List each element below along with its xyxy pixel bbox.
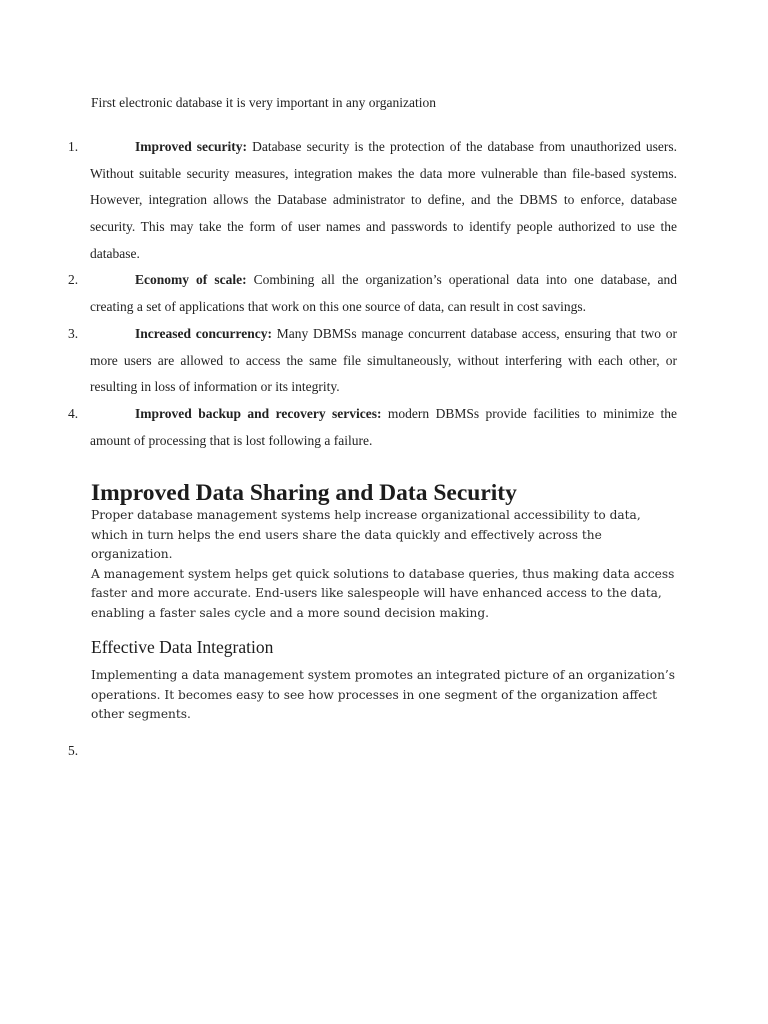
section-heading-data-integration: Effective Data Integration [91,637,274,657]
list-item-text [90,267,677,320]
section-paragraph: Implementing a data management system promotes an integrated picture of an organization’s operations. It becomes easy to see how processes in one segment of the organization affect other segments. [91,668,676,722]
list-item-increased-concurrency [68,321,677,401]
list-item-improved-security [68,134,677,268]
section-heading-data-sharing: Improved Data Sharing and Data Security [91,480,517,506]
list-item-body: Combining all the organization’s operational data into one database, and creating a set of applications that work on this one source of data, can result in cost savings. [90,272,677,314]
list-item-title: Improved backup and recovery services: [135,406,382,421]
section-body-data-integration [91,666,681,725]
list-item-title: Economy of scale: [135,272,247,287]
list-item-body: Many DBMSs manage concurrent database access, ensuring that two or more users are allowed to access the same file simultaneously, without interfering with each other, or resulting in loss of information or its integrity. [90,326,677,395]
list-item-title: Improved security: [135,139,248,154]
list-item-body: Database security is the protection of the database from unauthorized users. Without suitable security measures, integration makes the data more vulnerable than file-based systems. However, integration allows the Database administrator to define, and the DBMS to enforce, database security. This may take the form of user names and passwords to identify people authorized to use the database. [90,139,677,261]
list-item-text [90,321,677,401]
list-number: 2. [68,272,79,287]
section-paragraph: A management system helps get quick solutions to database queries, thus making data access faster and more accurate. End-users like salespeople will have enhanced access to the data, enabling a faster sales cycle and a more sound decision making. [91,566,675,620]
list-number: 1. [68,139,79,154]
list-item-body: modern DBMSs provide facilities to minimize the amount of processing that is lost following a failure. [90,406,677,448]
list-item-text [90,401,677,454]
section-paragraph: Proper database management systems help increase organizational accessibility to data, which in turn helps the end users share the data quickly and effectively across the organization. [91,508,641,562]
list-number: 4. [68,406,79,421]
list-item-backup-recovery [68,401,677,454]
list-number: 3. [68,326,79,341]
list-number-empty-item: 5. [68,743,79,758]
list-item-title: Increased concurrency: [135,326,272,341]
list-item-text [90,134,677,268]
list-item-economy-of-scale [68,267,677,320]
intro-line: First electronic database it is very important in any organization [91,95,437,110]
section-body-data-sharing [91,506,681,624]
